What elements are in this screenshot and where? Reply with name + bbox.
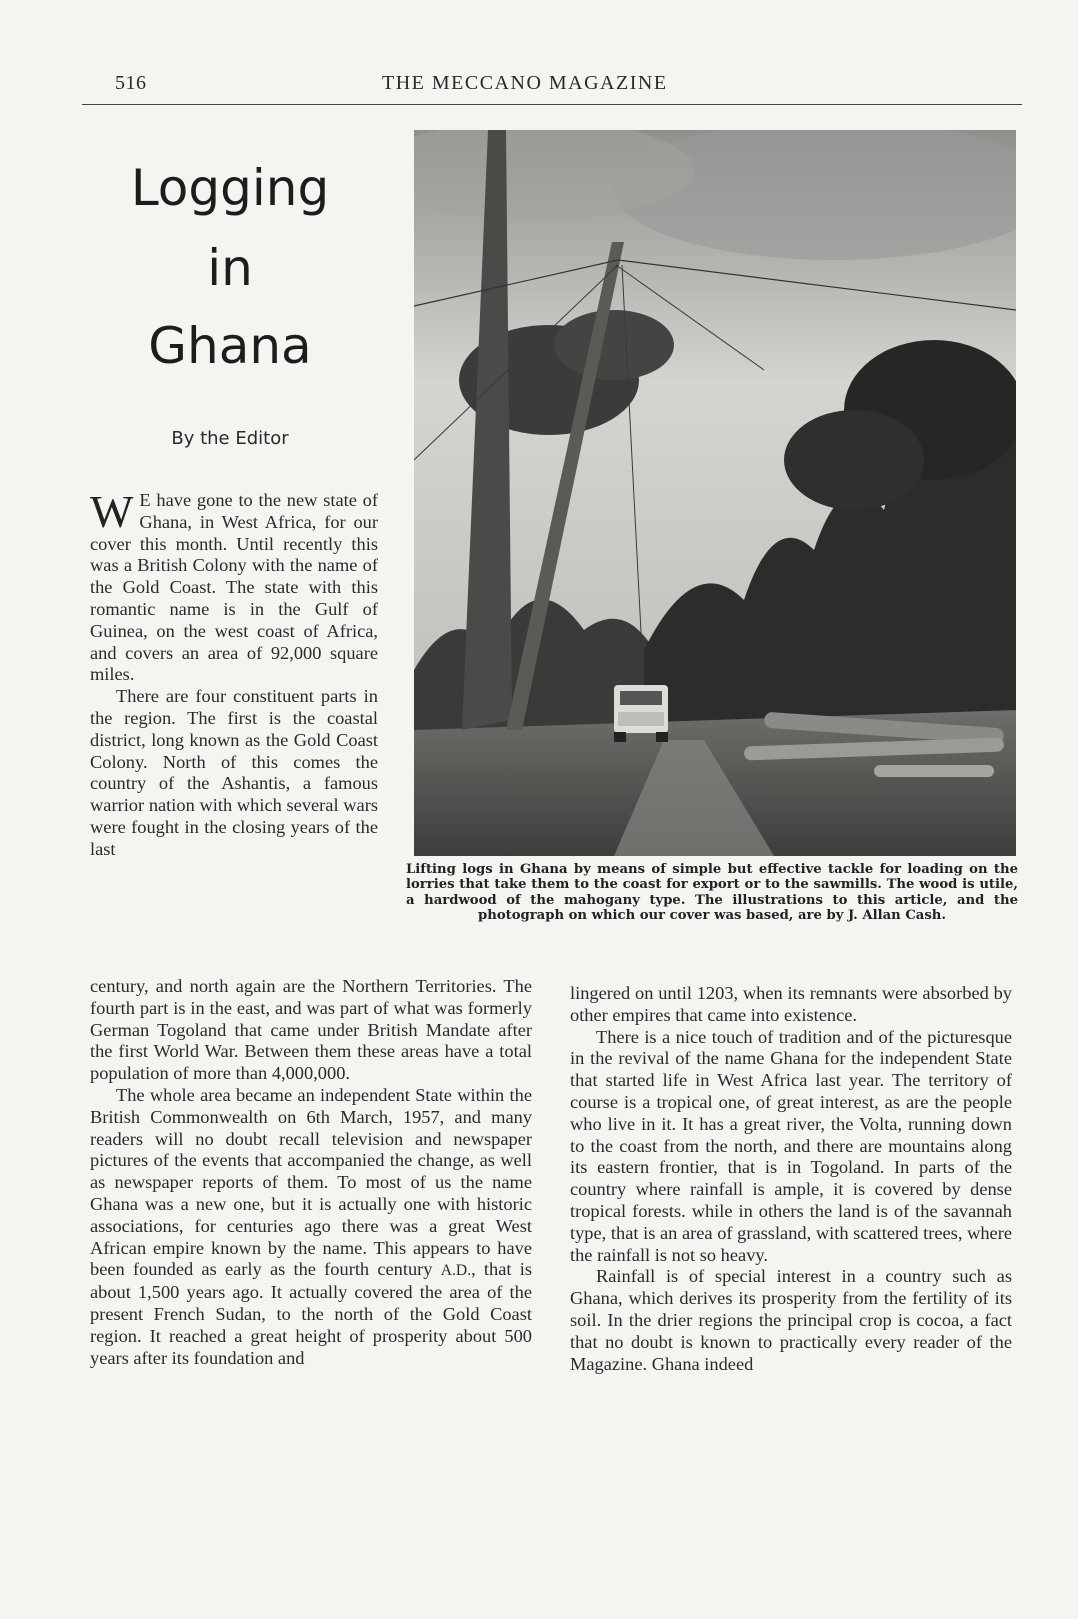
- era-abbreviation: A.D.: [440, 1262, 472, 1280]
- logging-photo-illustration: [414, 130, 1016, 856]
- page-number: 516: [115, 72, 147, 94]
- header-rule: [82, 104, 1022, 105]
- paragraph-5: Rainfall is of special interest in a country such as Ghana, which derives its prosperity from the fertility of its soil. In the drier regions the principal crop is cocoa, a fact that no doubt is known to practically every reader of the Magazine. Ghana indeed: [570, 1266, 1012, 1374]
- drop-cap: W: [90, 486, 134, 537]
- byline: By the Editor: [171, 428, 289, 449]
- article-column-left: [90, 976, 532, 1369]
- paragraph-1: [90, 486, 378, 686]
- logging-photograph: [414, 130, 1016, 856]
- paragraph-1-text: E have gone to the new state of Ghana, in West Africa, for our cover this month. Until recently this was a British Colony with the name of the Gold Coast. The state with this romantic name is in the Gulf of Guinea, on the west coast of Africa, and covers an area of 92,000 square miles.: [90, 490, 378, 685]
- article-column-narrow: [90, 486, 378, 861]
- article-title-line-2: in: [207, 239, 253, 297]
- photo-caption: Lifting logs in Ghana by means of simple but effective tackle for loading on the lorries that take them to the coast for export or to the sawmills. The wood is utile, a hardwood of the mahogany type. The illustrations to this article, and the photograph on which our cover was based, are by J. Allan Cash.: [406, 862, 1018, 924]
- magazine-title: THE MECCANO MAGAZINE: [382, 72, 668, 94]
- paragraph-4: There is a nice touch of tradition and of the picturesque in the revival of the name Ghana for the independent State that started life in West Africa last year. The territory of course is a tropical one, of great interest, as are the people who live in it. It has a great river, the Volta, running down to the coast from the north, and there are mountains along its eastern frontier, that is in Togoland. In parts of the country where rainfall is ample, it is covered by dense tropical forests. while in others the land is of the savannah type, that is an area of grassland, with scattered trees, where the rainfall is not so heavy.: [570, 1026, 1012, 1265]
- paragraph-2: There are four constituent parts in the region. The first is the coastal district, long known as the Gold Coast Colony. North of this comes the country of the Ashantis, a famous warrior nation with which several wars were fought in the closing years of the last: [90, 686, 378, 859]
- article-title-line-3: Ghana: [148, 317, 312, 375]
- paragraph-2-continued: century, and north again are the Northern Territories. The fourth part is in the east, and was part of what was formerly German Togoland that came under British Mandate after the first World War. Between them these areas have a total population of more than 4,000,000.: [90, 976, 532, 1084]
- page-header: [82, 70, 1022, 104]
- article-column-right: [570, 983, 1012, 1375]
- article-title-line-1: Logging: [130, 159, 330, 217]
- paragraph-3-continued: lingered on until 1203, when its remnants were absorbed by other empires that came into existence.: [570, 983, 1012, 1025]
- paragraph-3-text-b: , that is about 1,500 years ago. It actually covered the area of the present French Sudan, to the north of the Gold Coast region. It reached a great height of prosperity about 500 years after its foundation and: [90, 1259, 532, 1368]
- paragraph-3: [90, 1085, 532, 1369]
- paragraph-3-text-a: The whole area became an independent State within the British Commonwealth on 6th March, 1957, and many readers will no doubt recall television and newspaper pictures of the events that accompanied the change, as well as newspaper reports of them. To most of us the name Ghana was a new one, but it is actually one with historic associations, for centuries ago there was a great West African empire known by the name. This appears to have been founded as early as the fourth century: [90, 1084, 532, 1280]
